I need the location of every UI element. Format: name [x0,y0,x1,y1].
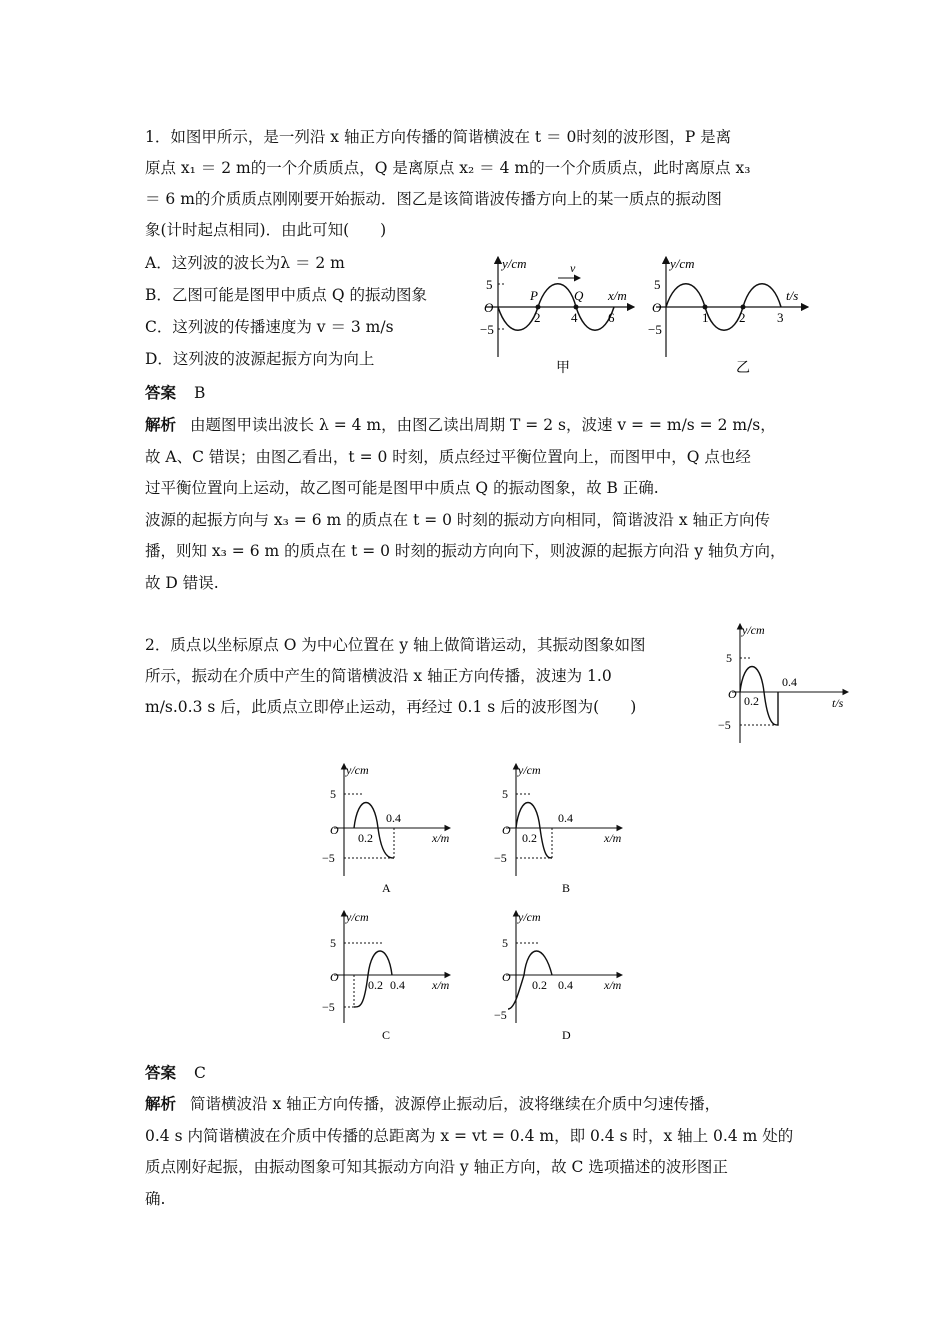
d-ylabel: y/cm [518,910,541,924]
q2-option-c-figure [322,905,462,1045]
q1-stem [145,122,810,246]
q1-option-d: D．这列波的波源起振方向为向上 [145,350,375,368]
a-caption: A [382,881,391,895]
q1-answer-label: 答案 [145,383,177,402]
c-t02: 0.2 [368,978,383,992]
jia-tick-4: 4 [571,310,578,325]
q2-solution [145,1088,810,1215]
b-y5: 5 [502,787,508,801]
a-t04: 0.4 [386,811,401,825]
c-xlabel: x/m [432,978,450,992]
b-t04: 0.4 [558,811,573,825]
q1-option-a: A．这列波的波长为λ ＝ 2 m [145,254,345,272]
jia-velocity: v [570,261,576,275]
q2-option-b-figure [494,758,634,898]
q2-figure-main [712,618,852,748]
jia-tick-6: 6 [608,310,615,325]
q1-sol-line1: 由题图甲读出波长 λ = 4 m，由图乙读出周期 T = 2 s，波速 v = = m/s = 2 m/s， [190,416,776,434]
q2-sol-line4: 确. [145,1189,166,1208]
jia-yneg5: −5 [480,322,494,337]
a-xlabel: x/m [432,831,450,845]
b-ylabel: y/cm [518,763,541,777]
b-yneg5: −5 [494,851,507,865]
c-y5: 5 [330,936,336,950]
q2-answer-value: C [194,1064,206,1082]
b-xlabel: x/m [604,831,622,845]
yi-yneg5: −5 [648,322,662,337]
yi-origin: O [652,300,662,315]
yi-caption: 乙 [736,361,750,376]
d-t02: 0.2 [532,978,547,992]
d-y5: 5 [502,936,508,950]
q1-line2: 原点 x₁ ＝ 2 m的一个介质质点，Q 是离原点 x₂ ＝ 4 m的一个介质质点，此时离原点 x₃ [145,159,751,177]
yi-tick-3: 3 [777,310,784,325]
q1-solution-label: 解析 [145,415,177,434]
b-origin: O [502,823,511,837]
q2main-xlabel: t/s [832,696,844,710]
jia-point-p: P [530,288,538,303]
c-ylabel: y/cm [346,910,369,924]
jia-caption: 甲 [556,361,570,376]
q1-sol-line5: 播，则知 x₃ = 6 m 的质点在 t = 0 时刻的振动方向向下，则波源的起振方向沿 y 轴负方向， [145,542,786,560]
q1-line3: ＝ 6 m的介质质点刚刚要开始振动．图乙是该简谐波传播方向上的某一质点的振动图 [145,190,722,208]
q2-line1: 2．质点以坐标原点 O 为中心位置在 y 轴上做简谐运动，其振动图象如图 [145,636,646,654]
q1-sol-line6: 故 D 错误. [145,573,219,592]
q2-answer [145,1062,206,1084]
a-yneg5: −5 [322,851,335,865]
jia-tick-2: 2 [534,310,541,325]
c-t04: 0.4 [390,978,405,992]
q2main-t04: 0.4 [782,675,797,689]
q2main-yneg5: −5 [718,718,731,732]
q2main-y5: 5 [726,651,732,665]
d-origin: O [502,970,511,984]
c-yneg5: −5 [322,1000,335,1014]
q2-option-a-figure [322,758,462,898]
d-t04: 0.4 [558,978,573,992]
d-caption: D [562,1028,571,1042]
q1-figure-yi [648,252,818,382]
a-origin: O [330,823,339,837]
a-y5: 5 [330,787,336,801]
q1-answer-value: B [194,384,206,402]
q1-sol-line3: 过平衡位置向上运动，故乙图可能是图甲中质点 Q 的振动图象，故 B 正确. [145,479,659,497]
q1-option-b: B．乙图可能是图甲中质点 Q 的振动图象 [145,286,427,304]
q2-sol-line1: 简谐横波沿 x 轴正方向传播，波源停止振动后，波将继续在介质中匀速传播， [190,1095,721,1113]
q2-stem [145,630,705,723]
q1-option-c: C．这列波的传播速度为 v ＝ 3 m/s [145,318,394,336]
yi-tick-2: 2 [739,310,746,325]
q2-line2: 所示，振动在介质中产生的简谐横波沿 x 轴正方向传播，波速为 1.0 [145,667,612,685]
b-t02: 0.2 [522,831,537,845]
q2-sol-line2: 0.4 s 内简谐横波在介质中传播的总距离为 x = vt = 0.4 m，即 0.4 s 时，x 轴上 0.4 m 处的 [145,1126,794,1145]
jia-origin: O [484,300,494,315]
q2main-origin: O [728,687,737,701]
yi-y5: 5 [654,277,661,292]
q2-sol-line3: 质点刚好起振，由振动图象可知其振动方向沿 y 轴正方向，故 C 选项描述的波形图正 [145,1158,728,1176]
c-origin: O [330,970,339,984]
q1-figure-jia [476,252,646,382]
a-ylabel: y/cm [346,763,369,777]
q1-line4: 象(计时起点相同)．由此可知( ) [145,221,387,239]
d-xlabel: x/m [604,978,622,992]
q2-solution-label: 解析 [145,1094,177,1113]
q1-sol-line4: 波源的起振方向与 x₃ = 6 m 的质点在 t = 0 时刻的振动方向相同，简谐波沿 x 轴正方向传 [145,510,771,529]
d-yneg5: −5 [494,1008,507,1022]
q1-line1: 1．如图甲所示，是一列沿 x 轴正方向传播的简谐横波在 t ＝ 0时刻的波形图，P 是离 [145,128,732,146]
q1-answer [145,382,205,404]
q2-line3: m/s.0.3 s 后，此质点立即停止运动，再经过 0.1 s 后的波形图为( ) [145,698,637,716]
a-t02: 0.2 [358,831,373,845]
yi-tick-1: 1 [702,310,709,325]
q1-solution [145,409,810,599]
jia-point-q: Q [574,288,584,303]
jia-y5: 5 [486,277,493,292]
jia-ylabel: y/cm [502,256,527,271]
yi-xlabel: t/s [786,288,799,303]
q2-option-d-figure [494,905,634,1045]
b-caption: B [562,881,571,895]
q2main-t02: 0.2 [744,694,759,708]
yi-ylabel: y/cm [670,256,695,271]
q2-answer-label: 答案 [145,1063,177,1082]
q1-sol-line2: 故 A、C 错误；由图乙看出，t = 0 时刻，质点经过平衡位置向上，而图甲中，Q 点也经 [145,447,751,466]
c-caption: C [382,1028,391,1042]
jia-xlabel: x/m [608,288,627,303]
q2main-ylabel: y/cm [742,623,765,637]
